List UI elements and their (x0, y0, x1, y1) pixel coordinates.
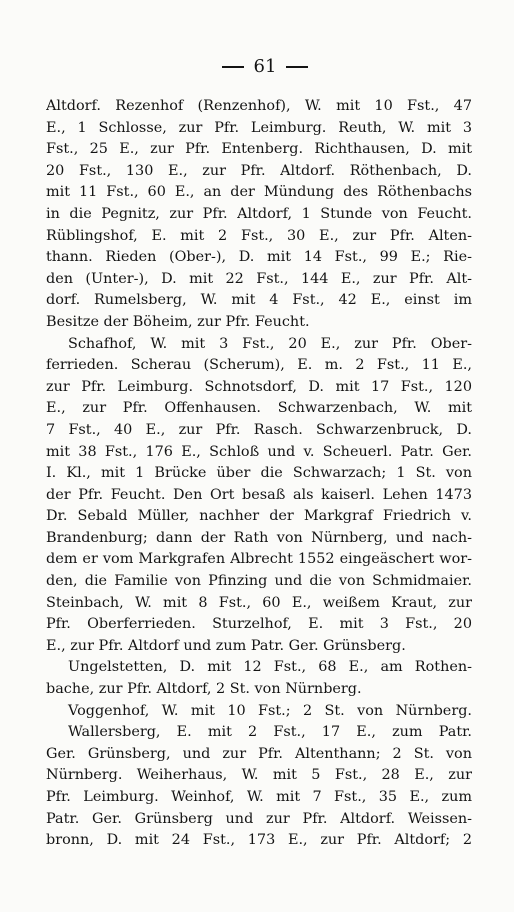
text-line: Pfr. Leimburg. Weinhof, W. mit 7 Fst., 35 E., zum (46, 789, 472, 805)
text-line: dem er vom Markgrafen Albrecht 1552 eingeäschert wor- (46, 551, 472, 568)
text-line: E., 1 Schlosse, zur Pfr. Leimburg. Reuth, W. mit 3 (46, 119, 472, 136)
text-line: Patr. Ger. Grünsberg und zur Pfr. Altdorf. Weissen- (46, 810, 472, 827)
text-line: thann. Rieden (Ober-), D. mit 14 Fst., 99 E.; Rie- (46, 249, 472, 266)
book-page (46, 52, 472, 852)
text-line: Steinbach, W. mit 8 Fst., 60 E., weißem Kraut, zur (46, 594, 472, 611)
text-line: in die Pegnitz, zur Pfr. Altdorf, 1 Stunde von Feucht. (46, 205, 472, 222)
text-line: bache, zur Pfr. Altdorf, 2 St. von Nürnberg. (46, 681, 362, 698)
text-line: den, die Familie von Pfinzing und die von Schmidmaier. (46, 573, 472, 590)
page-number: 61 (253, 56, 277, 77)
text-line: Fst., 25 E., zur Pfr. Entenberg. Richthausen, D. mit (46, 141, 472, 158)
text-line: den (Unter-), D. mit 22 Fst., 144 E., zur Pfr. Alt- (46, 270, 472, 287)
text-line: E., zur Pfr. Altdorf und zum Patr. Ger. Grünsberg. (46, 637, 406, 654)
body-text (46, 96, 472, 852)
text-line: Rüblingshof, E. mit 2 Fst., 30 E., zur Pfr. Alten- (46, 227, 472, 244)
text-line: Dr. Sebald Müller, nachher der Markgraf Friedrich v. (46, 508, 472, 525)
text-line: Besitze der Böheim, zur Pfr. Feucht. (46, 313, 310, 330)
text-line: zur Pfr. Leimburg. Schnotsdorf, D. mit 17 Fst., 120 (46, 378, 472, 395)
header-dash-right (286, 66, 308, 68)
header-dash-left (222, 66, 244, 68)
text-line: mit 38 Fst., 176 E., Schloß und v. Scheuerl. Patr. Ger. (46, 443, 472, 460)
text-line: 7 Fst., 40 E., zur Pfr. Rasch. Schwarzenbruck, D. (46, 421, 472, 438)
text-line: Altdorf. Rezenhof (Renzenhof), W. mit 10 Fst., 47 (46, 98, 472, 114)
text-line: dorf. Rumelsberg, W. mit 4 Fst., 42 E., einst im (46, 292, 472, 309)
text-line: mit 11 Fst., 60 E., an der Mündung des Röthenbachs (46, 184, 472, 201)
text-line: bronn, D. mit 24 Fst., 173 E., zur Pfr. Altdorf; 2 (46, 832, 472, 849)
page-header (58, 52, 472, 82)
text-line: Nürnberg. Weiherhaus, W. mit 5 Fst., 28 E., zur (46, 767, 472, 784)
text-line: Wallersberg, E. mit 2 Fst., 17 E., zum Patr. (68, 724, 472, 741)
text-line: Ungelstetten, D. mit 12 Fst., 68 E., am Rothen- (68, 659, 472, 676)
text-line: der Pfr. Feucht. Den Ort besaß als kaiserl. Lehen 1473 (46, 486, 472, 503)
text-line: ferrieden. Scherau (Scherum), E. m. 2 Fst., 11 E., (46, 357, 472, 374)
text-line: I. Kl., mit 1 Brücke über die Schwarzach; 1 St. von (46, 465, 472, 482)
text-line: Voggenhof, W. mit 10 Fst.; 2 St. von Nürnberg. (68, 702, 472, 719)
text-line: E., zur Pfr. Offenhausen. Schwarzenbach, W. mit (46, 400, 472, 417)
text-line: 20 Fst., 130 E., zur Pfr. Altdorf. Röthenbach, D. (46, 162, 472, 179)
text-line: Ger. Grünsberg, und zur Pfr. Altenthann; 2 St. von (46, 745, 472, 762)
text-line: Pfr. Oberferrieden. Sturzelhof, E. mit 3 Fst., 20 (46, 616, 472, 633)
text-line: Schafhof, W. mit 3 Fst., 20 E., zur Pfr. Ober- (68, 335, 472, 352)
text-line: Brandenburg; dann der Rath von Nürnberg, und nach- (46, 529, 472, 546)
